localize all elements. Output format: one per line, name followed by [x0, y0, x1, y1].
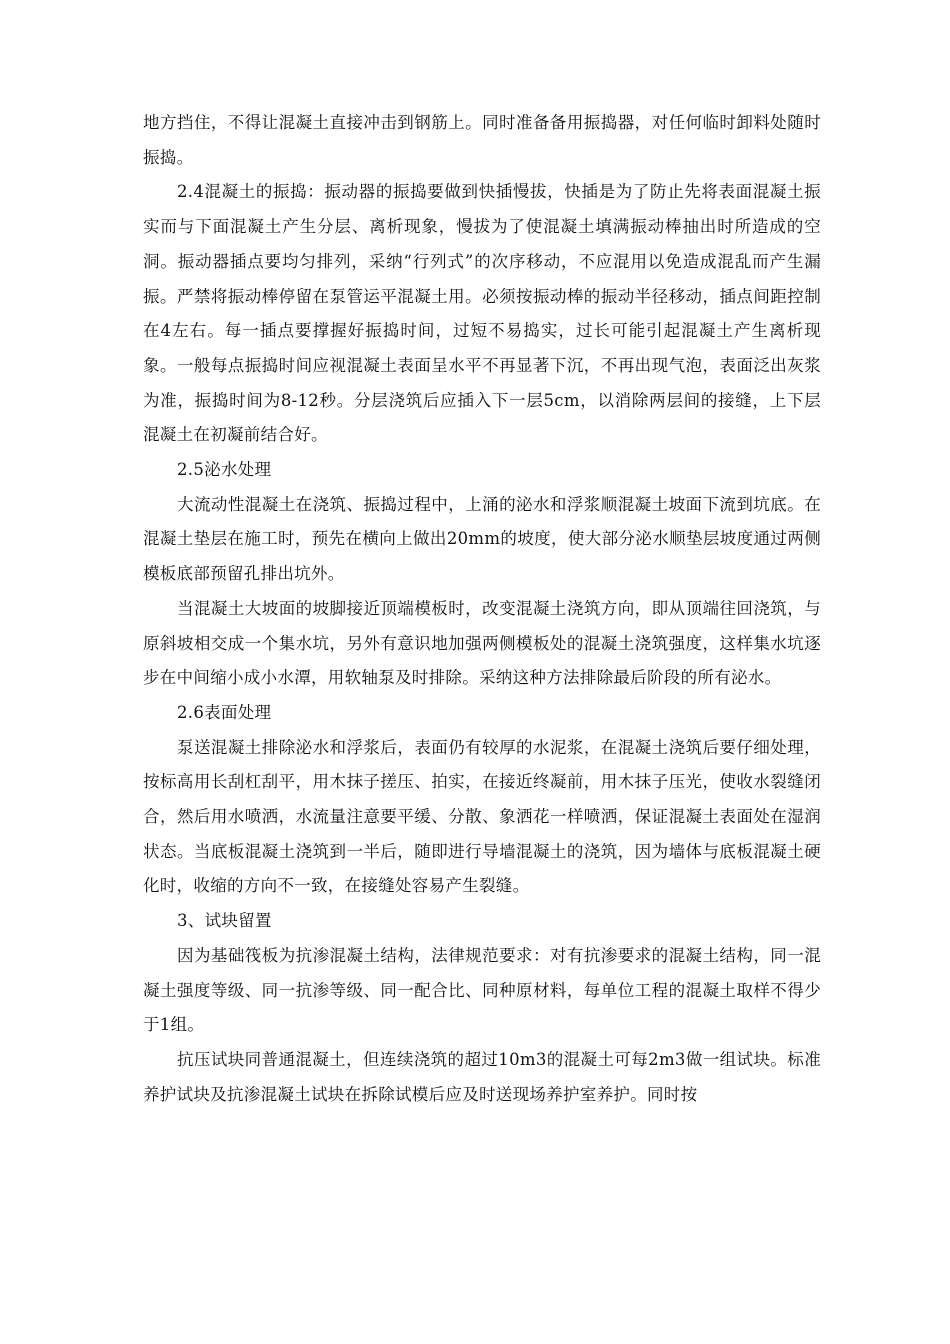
- paragraph-continued: 地方挡住，不得让混凝土直接冲击到钢筋上。同时准备备用振捣器，对任何临时卸料处随时振捣。: [143, 113, 821, 167]
- paragraph-2-6: 泵送混凝土排除泌水和浮浆后，表面仍有较厚的水泥浆，在混凝土浇筑后要仔细处理，按标高用长刮杠刮平，用木抹子搓压、拍实，在接近终凝前，用木抹子压光，使收水裂缝闭合，然后用水喷洒，水流量注意要平缓、分散、象洒花一样喷洒，保证混凝土表面处在湿润状态。当底板混凝土浇筑到一半后，随即进行导墙混凝土的浇筑，因为墙体与底板混凝土硬化时，收缩的方向不一致，在接缝处容易产生裂缝。: [143, 737, 821, 896]
- paragraph-2-4-concrete-vibration: 2.4混凝土的振捣：振动器的振捣要做到快插慢拔，快插是为了防止先将表面混凝土振实而与下面混凝土产生分层、离析现象，慢拔为了使混凝土填满振动棒抽出时所造成的空洞。振动器插点要均匀排列，采纳“行列式”的次序移动，不应混用以免造成混乱而产生漏振。严禁将振动棒停留在泵管运平混凝土用。必须按振动棒的振动半径移动，插点间距控制在4左右。每一插点要撑握好振捣时间，过短不易捣实，过长可能引起混凝土产生离析现象。一般每点振捣时间应视混凝土表面呈水平不再显著下沉，不再出现气泡，表面泛出灰浆为准，振捣时间为8-12秒。分层浇筑后应插入下一层5cm，以消除两层间的接缝，上下层混凝土在初凝前结合好。: [143, 182, 821, 445]
- section-heading-2-6-surface-treatment: 2.6表面处理: [177, 702, 272, 722]
- paragraph-2-5-a: 大流动性混凝土在浇筑、振捣过程中，上涌的泌水和浮浆顺混凝土坡面下流到坑底。在混凝土垫层在施工时，预先在横向上做出20mm的坡度，使大部分泌水顺垫层坡度通过两侧模板底部预留孔排出坑外。: [143, 494, 821, 584]
- section-heading-3-test-blocks: 3、试块留置: [177, 911, 272, 931]
- paragraph-3-b: 抗压试块同普通混凝土，但连续浇筑的超过10m3的混凝土可每2m3做一组试块。标准养护试块及抗渗混凝土试块在拆除试模后应及时送现场养护室养护。同时按: [143, 1049, 821, 1104]
- section-heading-2-5-bleed-water: 2.5泌水处理: [177, 460, 272, 480]
- paragraph-2-5-b: 当混凝土大坡面的坡脚接近顶端模板时，改变混凝土浇筑方向，即从顶端往回浇筑，与原斜坡相交成一个集水坑，另外有意识地加强两侧模板处的混凝土浇筑强度，这样集水坑逐步在中间缩小成小水潭，用软轴泵及时排除。采纳这种方法排除最后阶段的所有泌水。: [143, 598, 821, 688]
- paragraph-3-a: 因为基础筏板为抗渗混凝土结构，法律规范要求：对有抗渗要求的混凝土结构，同一混凝土强度等级、同一抗渗等级、同一配合比、同种原材料，每单位工程的混凝土取样不得少于1组。: [143, 945, 821, 1035]
- document-body: [143, 106, 821, 1112]
